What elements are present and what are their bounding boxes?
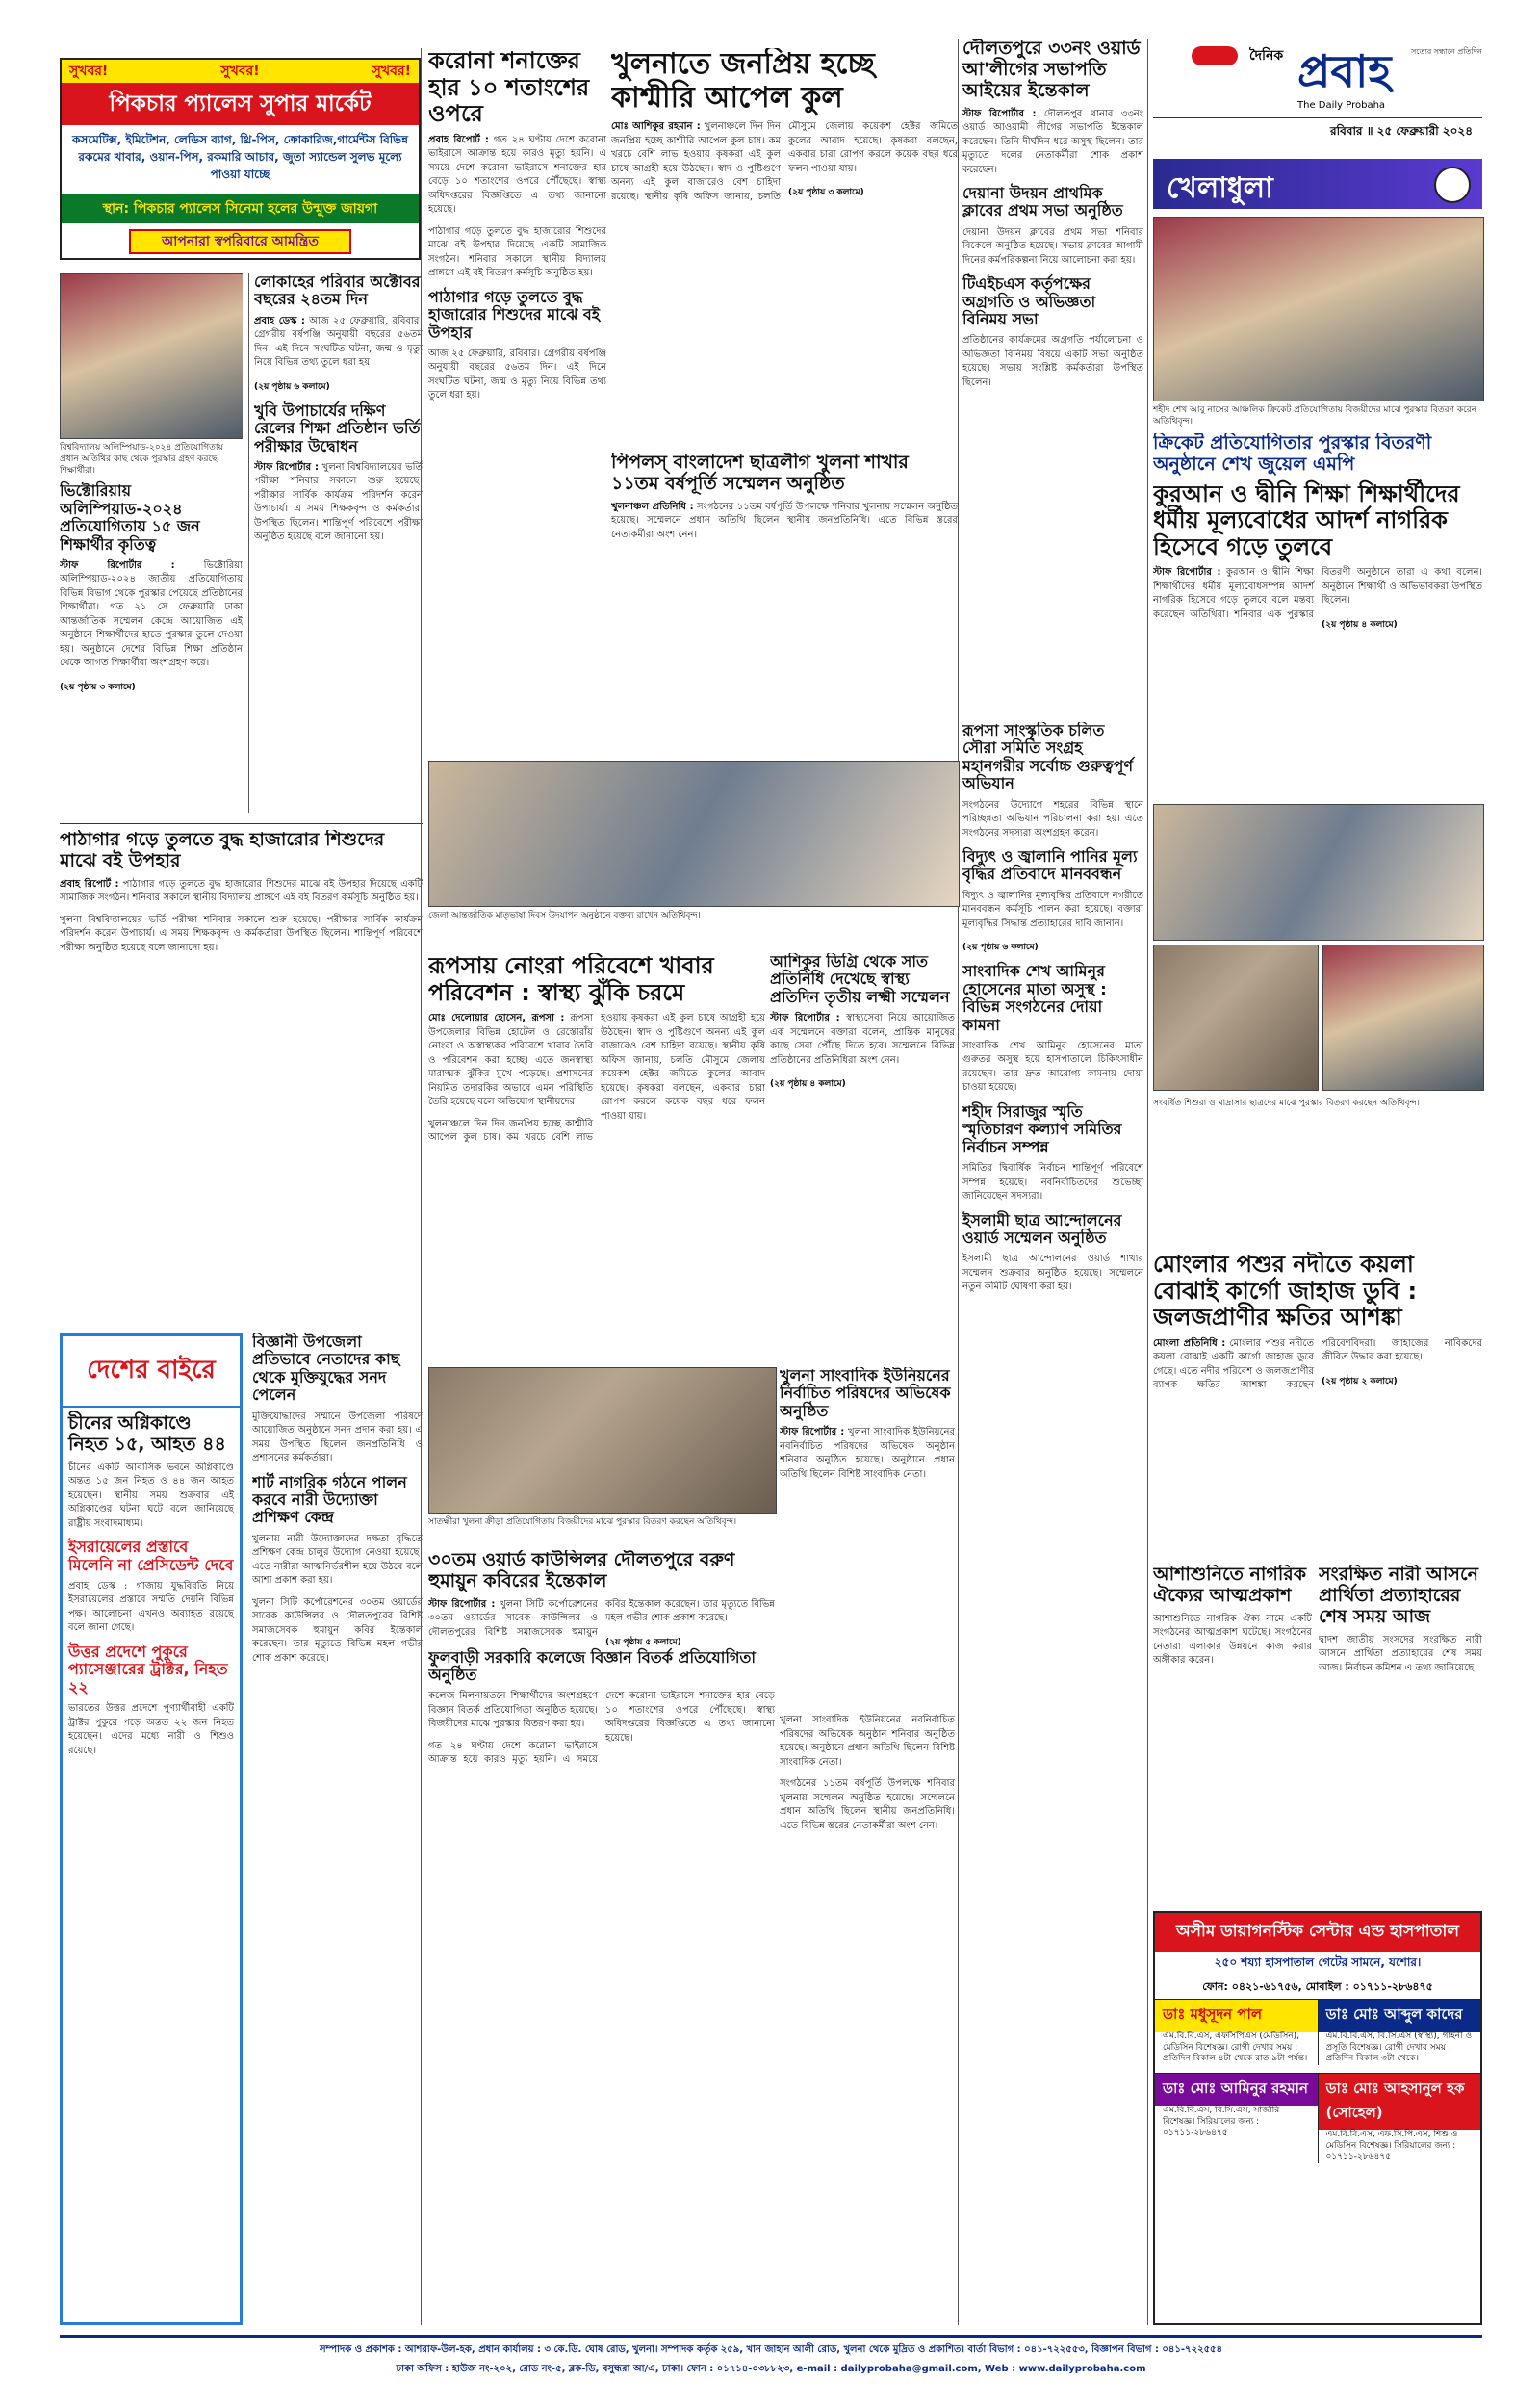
- article-body: ভিক্টোরিয়া অলিম্পিয়াড-২০২৪ জাতীয় প্রতিযোগিতায় বিভিন্ন বিভাগ থেকে পুরস্কার পেয়েছে প্রতিষ্ঠানের শিক্ষার্থীরা। গত ২১ সে ফেব্রুয়ারি ঢাকা আন্তর্জাতিক সম্মেলন কেন্দ্রে আয়োজিত এই অনুষ্ঠানে শিক্ষার্থীদের হাতে পুরস্কার তুলে দেওয়া হয়। অনুষ্ঠানে দেশের বিভিন্ন শিক্ষা প্রতিষ্ঠান থেকে আগত শিক্ষার্থীরা অংশগ্রহণ করে।: [60, 559, 243, 669]
- article-body: খুলনাঞ্চলে দিন দিন জনপ্রিয় হচ্ছে কাশ্মীরি আপেল কুল চাষ। কম খরচে বেশি লাভ হওয়ায় কৃষকরা এই কুল চাষে আগ্রহী হয়ে উঠছেন। স্বাদ ও পুষ্টিগুণে অনন্য এই কুল বাজারেও বেশ চাহিদা রয়েছে। স্থানীয় কৃষি অফিস জানায়, চলতি মৌসুমে জেলায় কয়েকশ হেক্টর জমিতে কুলের আবাদ হয়েছে। কৃষকরা বলছেন, একবার চারা রোপণ করলে কয়েক বছর ধরে ফলন পাওয়া যায়।: [611, 121, 958, 202]
- headline: রূপসায় নোংরা পরিবেশে খাবার পরিবেশন : স্বাস্থ্য ঝুঁকি চরমে: [428, 953, 714, 1006]
- sports-banner: [1153, 159, 1482, 209]
- article-body: সাংবাদিক শেখ আমিনুর হোসেনের মাতা গুরুতর অসুস্থ হয়ে হাসপাতালে চিকিৎসাধীন রয়েছেন। তার দ্রুত আরোগ্য কামনায় দোয়া চাওয়া হয়েছে।: [962, 1040, 1143, 1094]
- footer-line: ঢাকা অফিস : হাউজ নং-২০২, রোড নং-৫, ব্লক-ডি, বসুন্ধরা আ/এ, ঢাকা। ফোন : ০১৭১৪-০৩৮৮২৩, e-mail : dailyprobaha@gmail.com, Web : www.dailyprobaha.com: [396, 2364, 1146, 2374]
- column-6-lower-b: [1319, 1565, 1482, 1902]
- headline: পাঠাগার গড়ে তুলতে বুদ্ধ হাজারোর শিশুদের মাঝে বই উপহার: [428, 287, 601, 342]
- byline: স্টাফ রিপোর্টার :: [962, 108, 1037, 119]
- continued-note: (২য় পৃষ্ঠায় ৪ কলামে): [770, 1079, 846, 1090]
- photo-caption: শহীদ শেখ আবু নাসের আঞ্চলিক ক্রিকেট প্রতিযোগিতায় বিজয়ীদের মাঝে পুরস্কার বিতরণ করেন অতিথিবৃন্দ।: [1153, 405, 1477, 427]
- article-body: খুলনা বিশ্ববিদ্যালয়ের ভর্তি পরীক্ষা শনিবার সকালে শুরু হয়েছে। পরীক্ষার সার্বিক কার্যক্রম পরিদর্শন করেন উপাচার্য। এ সময় শিক্ষকবৃন্দ ও কর্মকর্তারা উপস্থিত ছিলেন। শান্তিপূর্ণ পরিবেশে পরীক্ষা অনুষ্ঠিত হয়েছে বলে জানানো হয়।: [254, 461, 423, 543]
- sports-photo: [1153, 217, 1482, 427]
- ad-title: পিকচার প্যালেস সুপার মার্কেট: [62, 83, 419, 125]
- continued-note: (২য় পৃষ্ঠায় ৩ কলামে): [788, 188, 864, 197]
- sports-photo-center: [428, 1367, 775, 1540]
- abroad-news-box: [60, 1333, 243, 2325]
- article-body: আজ ২৫ ফেব্রুয়ারি, রবিবার। গ্রেগরীয় বর্ষপঞ্জি অনুযায়ী বছরের ৫৬তম দিন। এই দিনে সংঘটিত ঘটনা, জন্ম ও মৃত্যু নিয়ে বিভিন্ন তথ্য তুলে ধরা হয়।: [254, 315, 423, 369]
- byline: স্টাফ রিপোর্টার :: [254, 461, 320, 473]
- photo-grid: [1153, 804, 1482, 1151]
- headline: উত্তর প্রদেশে পুকুরে প্যাসেঞ্জারের ট্রাক্টর, নিহত ২২: [68, 1642, 228, 1696]
- headline: চীনের অগ্নিকাণ্ডে নিহত ১৫, আহত ৪৪: [68, 1412, 226, 1455]
- tagline: সত্যের সন্ধানে প্রতিদিন: [1411, 47, 1482, 56]
- column-2-lower: [252, 1333, 423, 2325]
- column-4-bottom: [780, 1714, 955, 2325]
- ad-tag: সুখবর!: [220, 64, 260, 79]
- continued-note: (২য় পৃষ্ঠায় ৬ কলামে): [962, 943, 1039, 953]
- logo-badge: [1192, 46, 1238, 65]
- article-body: প্রবাহ ডেস্ক : গাজায় যুদ্ধবিরতি নিয়ে ইসরায়েলের প্রস্তাবে সম্মতি দেয়নি বিভিন্ন পক্ষ। আলোচনা এখনও অব্যাহত রয়েছে বলে জানা গেছে।: [68, 1580, 234, 1634]
- logo-english: The Daily Probaha: [1297, 100, 1386, 111]
- article-body: প্রতিষ্ঠানের কার্যক্রমের অগ্রগতি পর্যালোচনা ও অভিজ্ঞতা বিনিময় বিষয়ে একটি সভা অনুষ্ঠিত হয়েছে। সভায় সংশ্লিষ্ট কর্মকর্তারা উপস্থিত ছিলেন।: [962, 335, 1143, 388]
- article-body: আশাশুনিতে নাগরিক ঐক্য নামে একটি সংগঠনের আত্মপ্রকাশ ঘটেছে। সংগঠনের নেতারা এলাকার উন্নয়নে কাজ করার অঙ্গীকার করেন।: [1153, 1613, 1312, 1667]
- column-divider: [1147, 39, 1148, 2325]
- headline: শহীদ সিরাজুর স্মৃতি স্মৃতিচারণ কল্যাণ সমিতির নির্বাচন সম্পন্ন: [962, 1101, 1122, 1156]
- column-divider: [958, 39, 959, 2325]
- column-6-lower: [1153, 1565, 1312, 1902]
- article-body: সংগঠনের ১১তম বর্ষপূর্তি উপলক্ষে শনিবার খুলনায় সম্মেলন অনুষ্ঠিত হয়েছে। সম্মেলনে প্রধান অতিথি ছিলেন স্থানীয় জনপ্রতিনিধি। এতে বিভিন্ন স্তরের নেতাকর্মীরা অংশ নেন।: [780, 1778, 955, 1831]
- masthead: [1153, 39, 1482, 149]
- article-body: খুলনা সাংবাদিক ইউনিয়নের নবনির্বাচিত পরিষদের অভিষেক অনুষ্ঠান শনিবার অনুষ্ঠিত হয়েছে। অনুষ্ঠানে প্রধান অতিথি ছিলেন বিশিষ্ট সাংবাদিক নেতা।: [780, 1427, 955, 1480]
- headline: খুবি উপাচার্যের দক্ষিণ রেলের শিক্ষা প্রতিষ্ঠান ভর্তি পরীক্ষার উদ্বোধন: [254, 401, 421, 455]
- byline: স্টাফ রিপোর্টার :: [60, 559, 175, 571]
- headline: বিজ্ঞানী উপজেলা প্রতিভাবে নেতাদের কাছ থেকে মুক্তিযুদ্ধের সনদ পেলেন: [252, 1333, 400, 1405]
- footer: [60, 2335, 1482, 2383]
- article-body: সংগঠনের ১১তম বর্ষপূর্তি উপলক্ষে শনিবার খুলনায় সম্মেলন অনুষ্ঠিত হয়েছে। সম্মেলনে প্রধান অতিথি ছিলেন স্থানীয় জনপ্রতিনিধি। এতে বিভিন্ন স্তরের নেতাকর্মীরা অংশ নেন।: [611, 501, 958, 540]
- byline: স্টাফ রিপোর্টার :: [780, 1427, 845, 1438]
- column-divider: [248, 273, 249, 813]
- headline: বিদ্যুৎ ও জ্বালানি পানির মূল্য বৃদ্ধির প্রতিবাদে মানববন্ধন: [962, 847, 1138, 884]
- photo-caption: সাতক্ষীরা খুলনা ক্রীড়া প্রতিযোগিতায় বিজয়ীদের মাঝে পুরস্কার বিতরণ করছেন অতিথিবৃন্দ।: [428, 1517, 737, 1527]
- byline: প্রবাহ রিপোর্ট :: [60, 878, 119, 890]
- photo-caption: সংবর্ধিত শিশুরা ও মাদ্রাসার ছাত্রদের মাঝে পুরস্কার বিতরণ করছেন অতিথিবৃন্দ।: [1153, 1099, 1420, 1108]
- doctor-name: ডাঃ মোঃ আমিনুর রহমান: [1155, 2074, 1318, 2106]
- article-body: খুলনাঞ্চলে দিন দিন জনপ্রিয় হচ্ছে কাশ্মীরি আপেল কুল চাষ। কম খরচে বেশি লাভ হওয়ায় কৃষকরা এই কুল চাষে আগ্রহী হয়ে উঠছেন। স্বাদ ও পুষ্টিগুণে অনন্য এই কুল বাজারেও বেশ চাহিদা রয়েছে। স্থানীয় কৃষি অফিস জানায়, চলতি মৌসুমে জেলায় কয়েকশ হেক্টর জমিতে কুলের আবাদ হয়েছে। কৃষকরা বলছেন, একবার চারা রোপণ করলে কয়েক বছর ধরে ফলন পাওয়া যায়।: [428, 1013, 765, 1144]
- article-body: দ্বাদশ জাতীয় সংসদের সংরক্ষিত নারী আসনে প্রার্থিতা প্রত্যাহারের শেষ সময় আজ। নির্বাচন কমিশন এ তথ্য জানিয়েছে।: [1319, 1634, 1482, 1673]
- headline: পাঠাগার গড়ে তুলতে বুদ্ধ হাজারোর শিশুদের মাঝে বই উপহার: [60, 830, 385, 871]
- article-body: সমিতির দ্বিবার্ষিক নির্বাচন শান্তিপূর্ণ পরিবেশে সম্পন্ন হয়েছে। নবনির্বাচিতদের শুভেচ্ছা জানিয়েছেন সদস্যরা।: [962, 1163, 1143, 1203]
- article-body: কলেজ মিলনায়তনে শিক্ষার্থীদের অংশগ্রহণে বিজ্ঞান বিতর্ক প্রতিযোগিতা অনুষ্ঠিত হয়েছে। বিজয়ীদের মাঝে পুরস্কার বিতরণ করা হয়।: [428, 1691, 598, 1730]
- ad-hospital: [1153, 1911, 1482, 2325]
- column-4-lower: [780, 1367, 955, 1704]
- photo-caption: বিশ্ববিদ্যালয় অলিম্পিয়াড-২০২৪ প্রতিযোগিতায় প্রধান অতিথির কাছ থেকে পুরস্কার গ্রহণ করছে শিক্ষার্থীরা।: [60, 443, 223, 477]
- article-body: খুলনা সাংবাদিক ইউনিয়নের নবনির্বাচিত পরিষদের অভিষেক অনুষ্ঠান শনিবার অনুষ্ঠিত হয়েছে। অনুষ্ঠানে প্রধান অতিথি ছিলেন বিশিষ্ট সাংবাদিক নেতা।: [780, 1715, 955, 1768]
- mongla-story: [1153, 1252, 1482, 1569]
- continued-note: (২য় পৃষ্ঠায় ২ কলামে): [1322, 1376, 1398, 1386]
- byline: স্টাফ রিপোর্টার :: [770, 1013, 840, 1024]
- article-body: গত ২৪ ঘণ্টায় দেশে করোনা ভাইরাসে আক্রান্ত হয়ে কারও মৃত্যু হয়নি। এ সময়ে দেশে করোনা ভাইরাসে শনাক্তের হার বেড়ে ১০ শতাংশের ওপরে পৌঁছেছে। স্বাস্থ্য অধিদপ্তরের বিজ্ঞপ্তিতে এ তথ্য জানানো হয়েছে।: [428, 134, 606, 216]
- article-body: মুক্তিযোদ্ধাদের সম্মানে উপজেলা পরিষদে আয়োজিত অনুষ্ঠানে সনদ প্রদান করা হয়। এ সময় উপস্থিত ছিলেন জনপ্রতিনিধি ও প্রশাসনের কর্মকর্তারা।: [252, 1411, 423, 1464]
- headline: ৩০তম ওয়ার্ড কাউন্সিলর দৌলতপুরে বরুণ হুমায়ুন কবিরের ইন্তেকাল: [428, 1550, 735, 1592]
- doctor-name: ডাঃ মোঃ আহসানুল হক (সোহেল): [1319, 2074, 1481, 2130]
- headline: ক্রিকেট প্রতিযোগিতার পুরস্কার বিতরণী অনুষ্ঠানে শেখ জুয়েল এমপি: [1153, 433, 1432, 475]
- headline: দৌলতপুরে ৩৩নং ওয়ার্ড আ'লীগের সভাপতি আইয়ের ইন্তেকাল: [962, 39, 1141, 101]
- article-body: চীনের একটি আবাসিক ভবনে অগ্নিকাণ্ডে অন্তত ১৫ জন নিহত ও ৪৪ জন আহত হয়েছেন। স্থানীয় সময় শুক্রবার এই অগ্নিকাণ্ডের ঘটনা ঘটে বলে জানিয়েছে রাষ্ট্রীয় সংবাদমাধ্যম।: [68, 1462, 234, 1529]
- article-body: সংগঠনের উদ্যোগে শহরের বিভিন্ন স্থানে পরিচ্ছন্নতা অভিযান পরিচালনা করা হয়। এতে সংগঠনের সদস্যরা অংশগ্রহণ করেন।: [962, 799, 1143, 839]
- column-3-lower: [428, 1550, 775, 2325]
- headline: পিপলস্ বাংলাদেশ ছাত্রলীগ খুলনা শাখার ১১তম বর্ষপূর্তি সম্মেলন অনুষ্ঠিত: [611, 453, 909, 494]
- headline: ইসলামী ছাত্র আন্দোলনের ওয়ার্ড সম্মেলন অনুষ্ঠিত: [962, 1210, 1122, 1247]
- headline: দেয়ানা উদয়ন প্রাথমিক ক্লাবের প্রথম সভা অনুষ্ঠিত: [962, 184, 1123, 220]
- article-body: দৌলতপুর থানার ৩৩নং ওয়ার্ড আওয়ামী লীগের সভাপতি ইন্তেকাল করেছেন। তিনি দীর্ঘদিন ধরে অসুস্থ ছিলেন। তার মৃত্যুতে দলের নেতাকর্মীরা শোক প্রকাশ করেছেন।: [962, 108, 1143, 175]
- column-4-top: [611, 453, 958, 751]
- headline: আশিকুর ডিগ্রি থেকে সাত প্রতিনিধি দেখেছে স্বাস্থ্য প্রতিদিন তৃতীয় লক্ষ্মী সম্মেলন: [770, 953, 950, 1006]
- byline: প্রবাহ রিপোর্ট :: [428, 134, 489, 145]
- article-body: পাঠাগার গড়ে তুলতে বুদ্ধ হাজারোর শিশুদের মাঝে বই উপহার দিয়েছে একটি সামাজিক সংগঠন। শনিবার সকালে স্থানীয় বিদ্যালয় প্রাঙ্গণে এই বই বিতরণ কর্মসূচি অনুষ্ঠিত হয়।: [428, 225, 606, 279]
- section-rule: [60, 823, 423, 824]
- doctor-info: এম.বি.বি.এস, বি.সি.এস (স্বাস্থ্য), গাইনী ও প্রসূতি বিশেষজ্ঞ। রোগী দেখার সময় : প্রতিদিন বিকাল ৩টা থেকে।: [1325, 2032, 1473, 2064]
- article-body: রূপসা উপজেলার বিভিন্ন হোটেল ও রেস্তোরাঁয় নোংরা ও অস্বাস্থ্যকর পরিবেশে খাবার তৈরি ও পরিবেশন করা হচ্ছে। এতে জনস্বাস্থ্য মারাত্মক ঝুঁকির মুখে পড়েছে। প্রশাসনের নিয়মিত তদারকির অভাবে এমন পরিস্থিতি তৈরি হয়েছে বলে অভিযোগ স্থানীয়দের।: [428, 1013, 593, 1108]
- headline: মোংলার পশুর নদীতে কয়লা বোঝাই কার্গো জাহাজ ডুবি : জলজপ্রাণীর ক্ষতির আশঙ্কা: [1153, 1252, 1418, 1332]
- article-body: মোংলার পশুর নদীতে কয়লা বোঝাই একটি কার্গো জাহাজ ডুবে গেছে। এতে নদীর পরিবেশ ও জলজপ্রাণীর ব্যাপক ক্ষতির আশঙ্কা করছেন পরিবেশবিদরা। জাহাজের নাবিকদের জীবিত উদ্ধার করা হয়েছে।: [1153, 1337, 1482, 1391]
- date-line: রবিবার ॥ ২৫ ফেব্রুয়ারী ২০২৪: [1330, 124, 1473, 138]
- abroad-label: দেশের বাইরে: [63, 1336, 240, 1408]
- headline: ভিক্টোরিয়ায় অলিম্পিয়াড-২০২৪ প্রতিযোগিতায় ১৫ জন শিক্ষার্থীর কৃতিত্ব: [60, 481, 200, 554]
- article-body: খুলনা সিটি কর্পোরেশনের ৩০তম ওয়ার্ডের সাবেক কাউন্সিলর ও দৌলতপুরের বিশিষ্ট সমাজসেবক হুমায়ুন কবির ইন্তেকাল করেছেন। তার মৃত্যুতে বিভিন্ন মহল গভীর শোক প্রকাশ করেছে।: [428, 1598, 775, 1638]
- doctor-name: ডাঃ মোঃ আব্দুল কাদের: [1319, 2000, 1481, 2032]
- hospital-phone: ফোন: ০৪২১-৬১৭৫৬, মোবাইল : ০১৭১১-২৮৬৪৭৫: [1155, 1977, 1480, 2000]
- column-divider: [421, 48, 422, 2325]
- headline: শার্ট নাগরিক গঠনে পালন করবে নারী উদ্যোক্তা প্রশিক্ষণ কেন্দ্র: [252, 1472, 407, 1527]
- ad-invite: আপনারা স্বপরিবারে আমন্ত্রিত: [129, 229, 351, 254]
- column-1: [60, 273, 243, 813]
- byline: স্টাফ রিপোর্টার :: [428, 1598, 496, 1610]
- ad-picture-palace: [60, 58, 421, 260]
- headline: সংরক্ষিত নারী আসনে প্রার্থিতা প্রত্যাহারের শেষ সময় আজ: [1319, 1565, 1478, 1627]
- article-body: খুলনা সিটি কর্পোরেশনের ৩০তম ওয়ার্ডের সাবেক কাউন্সিলর ও দৌলতপুরের বিশিষ্ট সমাজসেবক হুমায়ুন কবির ইন্তেকাল করেছেন। তার মৃত্যুতে বিভিন্ন মহল গভীর শোক প্রকাশ করেছে।: [252, 1596, 423, 1664]
- headline: ফুলবাড়ী সরকারি কলেজে বিজ্ঞান বিতর্ক প্রতিযোগিতা অনুষ্ঠিত: [428, 1647, 757, 1685]
- logo-small: দৈনিক: [1249, 48, 1284, 64]
- football-icon: [1434, 167, 1471, 203]
- headline: সাংবাদিক শেখ আমিনুর হোসেনের মাতা অসুস্থ : বিভিন্ন সংগঠনের দোয়া কামনা: [962, 962, 1107, 1034]
- article-body: দেয়ানা উদয়ন ক্লাবের প্রথম সভা শনিবার বিকেলে অনুষ্ঠিত হয়েছে। সভায় ক্লাবের আগামী দিনের কর্মপরিকল্পনা নিয়ে আলোচনা করা হয়।: [962, 226, 1143, 266]
- sports-label: খেলাধুলা: [1167, 171, 1273, 205]
- byline: প্রবাহ ডেস্ক :: [254, 315, 305, 326]
- article-body: বিদ্যুৎ ও জ্বালানির মূল্যবৃদ্ধির প্রতিবাদে নগরীতে মানববন্ধন কর্মসূচি পালন করা হয়েছে। বক্তারা মূল্যবৃদ্ধির সিদ্ধান্ত প্রত্যাহারের দাবি জানান।: [962, 890, 1143, 929]
- continued-note: (২য় পৃষ্ঠায় ৩ কলামে): [60, 682, 136, 692]
- article-body: ইসলামী ছাত্র আন্দোলনের ওয়ার্ড শাখার সম্মেলন শুক্রবার অনুষ্ঠিত হয়েছে। সম্মেলনে নতুন কমিটি ঘোষণা করা হয়।: [962, 1254, 1143, 1293]
- column-corona: [428, 48, 606, 818]
- continued-note: (২য় পৃষ্ঠায় ৫ কলামে): [605, 1637, 681, 1647]
- lead-headline: খুলনাতে জনপ্রিয় হচ্ছে কাশ্মীরি আপেল কুল: [611, 48, 875, 115]
- lead-story: [611, 48, 958, 453]
- headline: লোকাহের পরিবার অক্টোবর বছরের ২৪তম দিন: [254, 273, 421, 309]
- headline: কুরআন ও দ্বীনি শিক্ষা শিক্ষার্থীদের ধর্মীয় মূল্যবোধের আদর্শ নাগরিক হিসেবে গড়ে তুলবে: [1153, 479, 1460, 560]
- column-3-mid: [428, 953, 765, 1358]
- article-body: গত ২৪ ঘণ্টায় দেশে করোনা ভাইরাসে আক্রান্ত হয়ে কারও মৃত্যু হয়নি। এ সময়ে দেশে করোনা ভাইরাসে শনাক্তের হার বেড়ে ১০ শতাংশের ওপরে পৌঁছেছে। স্বাস্থ্য অধিদপ্তরের বিজ্ঞপ্তিতে এ তথ্য জানানো হয়েছে।: [428, 1691, 775, 1766]
- byline: মোঃ দেলোয়ার হোসেন, রূপসা :: [428, 1013, 565, 1024]
- article-body: স্বাস্থ্যসেবা নিয়ে আয়োজিত এক সম্মেলনে বক্তারা বলেন, প্রান্তিক মানুষের কাছে সেবা পৌঁছে দিতে হবে। সম্মেলনে বিভিন্ন প্রতিষ্ঠানের প্রতিনিধিরা অংশ নেন।: [770, 1013, 955, 1066]
- column-1c: [60, 830, 423, 1311]
- logo-main: প্রবাহ: [1297, 45, 1392, 97]
- headline: করোনা শনাক্তের হার ১০ শতাংশের ওপরে: [428, 48, 590, 128]
- headline: টিএইচএস কর্তৃপক্ষের অগ্রগতি ও অভিজ্ঞতা বিনিময় সভা: [962, 274, 1096, 329]
- doctor-info: এম.বি.বি.এস, এফসিপিএস (মেডিসিন), মেডিসিন বিশেষজ্ঞ। রোগী দেখার সময় : প্রতিদিন বিকাল ৪টা থেকে রাত ৯টা পর্যন্ত।: [1163, 2032, 1308, 2064]
- headline: রূপসা সাংস্কৃতিক চলিত সৌরা সমিতি সংগ্রহ মহানগরীর সর্বোচ্চ গুরুত্বপূর্ণ অভিযান: [962, 722, 1134, 793]
- photo-caption: জেলা আন্তর্জাতিক মাতৃভাষা দিবস উদযাপন অনুষ্ঠানে বক্তব্য রাখেন অতিথিবৃন্দ।: [428, 911, 701, 920]
- ad-venue: স্থান: পিকচার প্যালেস সিনেমা হলের উন্মুক্ত জায়গা: [62, 194, 419, 223]
- article-body: ভারতের উত্তর প্রদেশে পুণ্যার্থীবাহী একটি ট্রাক্টর পুকুরে পড়ে অন্তত ২২ জন নিহত হয়েছেন। এদের মধ্যে নারী ও শিশুও রয়েছে।: [68, 1703, 234, 1756]
- article-body: পাঠাগার গড়ে তুলতে বুদ্ধ হাজারোর শিশুদের মাঝে বই উপহার দিয়েছে একটি সামাজিক সংগঠন। শনিবার সকালে স্থানীয় বিদ্যালয় প্রাঙ্গণে এই বই বিতরণ কর্মসূচি অনুষ্ঠিত হয়।: [60, 878, 423, 904]
- doctor-info: এম.বি.বি.এস, এফ.সি.পি.এস, শিশু ও মেডিসিন বিশেষজ্ঞ। সিরিয়ালের জন্য : ০১৭১১-২৮৬৪৭৫: [1325, 2130, 1458, 2162]
- hospital-address: ২৫০ শয্যা হাসপাতাল গেটের সামনে, যশোর।: [1214, 1955, 1422, 1969]
- olympiad-photo: [60, 273, 243, 439]
- headline: ইসরায়েলের প্রস্তাবে মিলেনি না প্রেসিডেন্ট দেবে: [68, 1538, 234, 1574]
- footer-line: সম্পাদক ও প্রকাশক : আশরাফ-উল-হক, প্রধান কার্যালয় : ৩ কে.ডি. ঘোষ রোড, খুলনা। সম্পাদক কর্তৃক ২৫৯, খান জাহান আলী রোড, খুলনা থেকে মুদ্রিত ও প্রকাশিত। বার্তা বিভাগ : ০৪১-৭২২৫৫৩, বিজ্ঞাপন বিভাগ : ০৪১-৭২২৫৫৪: [319, 2344, 1223, 2355]
- column-1b: [254, 273, 423, 813]
- hospital-title: অসীম ডায়াগনস্টিক সেন্টার এন্ড হাসপাতাল: [1155, 1913, 1480, 1952]
- column-4-mid: [770, 953, 955, 1358]
- ad-items: কসমেটিক্স, ইমিটেশন, লেডিস ব্যাগ, থ্রি-পিস, ক্রোকারিজ,গার্মেন্টস বিভিন্ন রকমের খাবার, ওয়ান-পিস, রকমারি আচার, জুতা স্যান্ডেল সুলভ মূল্যে পাওয়া যাচ্ছে: [72, 133, 408, 181]
- article-body: আজ ২৫ ফেব্রুয়ারি, রবিবার। গ্রেগরীয় বর্ষপঞ্জি অনুযায়ী বছরের ৫৬তম দিন। এই দিনে সংঘটিত ঘটনা, জন্ম ও মৃত্যু নিয়ে বিভিন্ন তথ্য তুলে ধরা হয়।: [428, 348, 606, 401]
- byline: খুলনাঞ্চল প্রতিনিধি :: [611, 501, 694, 512]
- headline: আশাশুনিতে নাগরিক ঐক্যের আত্মপ্রকাশ: [1153, 1565, 1307, 1606]
- doctor-info: এম.বি.বি.এস, বি.সি.এস, সার্জারি বিশেষজ্ঞ। সিরিয়ালের জন্য : ০১৭১১-২৮৬৪৭৫: [1163, 2106, 1280, 2138]
- byline: মোংলা প্রতিনিধি :: [1153, 1337, 1226, 1349]
- article-body: কুরআন ও দ্বীনি শিক্ষা শিক্ষার্থীদের ধর্মীয় মূল্যবোধসম্পন্ন আদর্শ নাগরিক হিসেবে গড়ে তুলবে বলে মন্তব্য করেছেন অতিথিরা। শনিবার এক পুরস্কার বিতরণী অনুষ্ঠানে তারা এ কথা বলেন। অনুষ্ঠানে শিক্ষার্থী ও অভিভাবকরা উপস্থিত ছিলেন।: [1153, 567, 1482, 620]
- event-photo: [428, 761, 958, 934]
- column-5-top: [962, 39, 1143, 712]
- byline: মোঃ আশিকুর রহমান :: [611, 121, 701, 132]
- continued-note: (২য় পৃষ্ঠায় ৬ কলামে): [254, 381, 330, 392]
- column-5-lower: [962, 722, 1143, 2325]
- doctor-name: ডাঃ মধুসূদন পাল: [1155, 2000, 1318, 2032]
- ad-tag: সুখবর!: [69, 64, 109, 79]
- article-body: খুলনায় নারী উদ্যোক্তাদের দক্ষতা বৃদ্ধিতে প্রশিক্ষণ কেন্দ্র চালুর উদ্যোগ নেওয়া হয়েছে। এতে নারীরা আত্মনির্ভরশীল হয়ে উঠবে বলে আশা প্রকাশ করা হয়।: [252, 1533, 423, 1587]
- article-body: খুলনা বিশ্ববিদ্যালয়ের ভর্তি পরীক্ষা শনিবার সকালে শুরু হয়েছে। পরীক্ষার সার্বিক কার্যক্রম পরিদর্শন করেন উপাচার্য। এ সময় শিক্ষকবৃন্দ ও কর্মকর্তারা উপস্থিত ছিলেন। শান্তিপূর্ণ পরিবেশে পরীক্ষা অনুষ্ঠিত হয়েছে বলে জানানো হয়।: [60, 914, 423, 953]
- byline: স্টাফ রিপোর্টার :: [1153, 567, 1221, 579]
- sports-story: [1153, 433, 1482, 799]
- headline: খুলনা সাংবাদিক ইউনিয়নের নির্বাচিত পরিষদের অভিষেক অনুষ্ঠিত: [780, 1367, 951, 1420]
- ad-tag-row: [62, 60, 419, 83]
- ad-tag: সুখবর!: [372, 64, 411, 79]
- continued-note: (২য় পৃষ্ঠায় ৪ কলামে): [1322, 619, 1398, 630]
